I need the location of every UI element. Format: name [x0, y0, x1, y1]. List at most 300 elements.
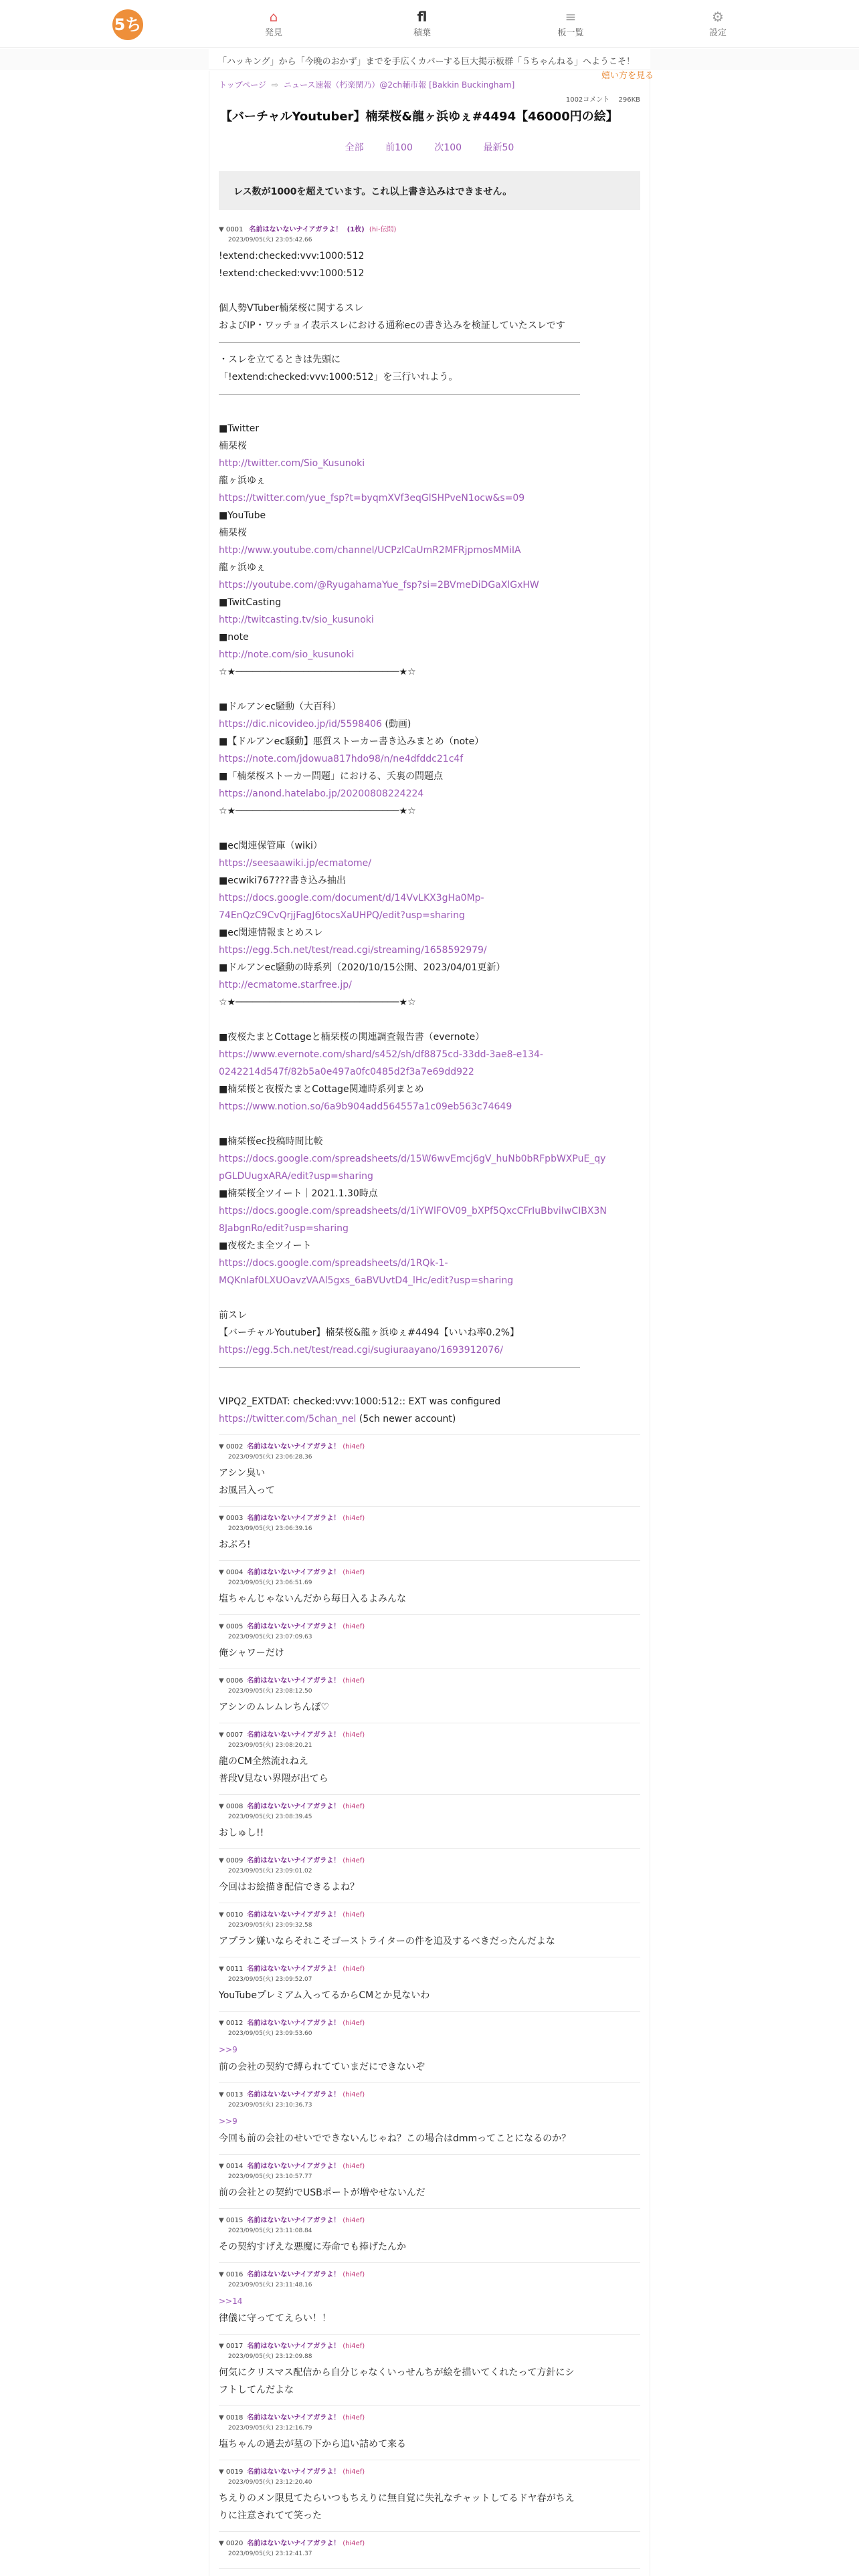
post-line	[219, 820, 640, 837]
post-date: 2023/09/05(火) 23:10:36.73	[228, 2102, 312, 2109]
post-line: 今回も前の会社のせいでできないんじゃね？この場合はdmmってことになるのか？	[219, 2133, 571, 2144]
poster-id[interactable]: (hi4ef)	[343, 1623, 365, 1630]
poster-id[interactable]: (hi4ef)	[343, 1677, 365, 1685]
post-header	[219, 1440, 640, 1451]
post-header	[219, 1566, 640, 1576]
post-header	[219, 2160, 640, 2170]
chevron-down-icon[interactable]: ▼	[219, 1569, 226, 1576]
post-body	[219, 2041, 640, 2076]
post-header	[219, 1512, 640, 1522]
link-row	[219, 542, 640, 559]
poster-name: 名前はないないナイアガラよ！	[247, 1731, 341, 1739]
post-line	[219, 681, 640, 698]
post-header	[219, 2088, 640, 2099]
post-line: 塩ちゃんの過去が墓の下から追い詰めて来る	[219, 2439, 406, 2450]
chevron-down-icon[interactable]: ▼	[219, 2163, 226, 2170]
post-body	[219, 1879, 640, 1896]
link-row	[219, 1098, 640, 1115]
post-date: 2023/09/05(火) 23:11:48.16	[228, 2282, 312, 2288]
nav-popular[interactable]	[382, 8, 462, 38]
post-body	[219, 2490, 640, 2525]
post-line: !extend:checked:vvv:1000:512	[219, 251, 365, 261]
post-body	[219, 1933, 640, 1950]
post	[219, 2532, 640, 2569]
post	[219, 1669, 640, 1723]
post	[219, 2155, 640, 2209]
link-row	[219, 1150, 640, 1168]
post-line: およびIP・ワッチョイ表示スレにおける通称ecの書き込みを検証していたスレです	[219, 320, 565, 331]
post-header	[219, 223, 640, 233]
post-body	[219, 1536, 640, 1553]
link-row	[219, 976, 640, 994]
post-line: ■【ドルアンec騒動】悪質ストーカー書き込みまとめ（note）	[219, 736, 484, 747]
post-line: 今回はお絵描き配信できるよね？	[219, 1882, 359, 1893]
link-row	[219, 1255, 640, 1272]
post-line: 龍ヶ浜ゆぇ	[219, 562, 266, 573]
link-row	[219, 1168, 640, 1185]
breadcrumb-separator-icon: ⇨	[271, 80, 278, 90]
reply-list	[219, 1435, 640, 2569]
post-date: 2023/09/05(火) 23:08:39.45	[228, 1814, 312, 1820]
post-line: 前の会社との契約でUSBポートが増やせないんだ	[219, 2187, 425, 2198]
post-header	[219, 2411, 640, 2422]
post-link[interactable]: https://twitter.com/5chan_nel	[219, 1414, 357, 1424]
post-number[interactable]: 0016	[225, 2271, 244, 2278]
post-link[interactable]: MQKnIaf0LXUOavzVAAl5gxs_6aBVUvtD4_lHc/edit?usp=sharing	[219, 1275, 514, 1286]
list-icon: ≡	[565, 9, 577, 25]
poster-id[interactable]: (hi4ef)	[343, 2468, 365, 2476]
nav-board-list-label: 板一覧	[557, 28, 584, 38]
poster-extra: (1枚)	[347, 226, 365, 233]
ticker-text: 「ハッキング」から「今晩のおかず」までを手広くカバーする巨大掲示板群「５ちゃんねる」へようこそ！	[218, 57, 635, 67]
chevron-down-icon[interactable]: ▼	[219, 1623, 226, 1630]
post-link[interactable]: https://anond.hatelabo.jp/20200808224224	[219, 788, 424, 799]
link-row	[219, 907, 640, 924]
post-link[interactable]: http://ecmatome.starfree.jp/	[219, 980, 352, 990]
link-row	[219, 889, 640, 907]
post-line: 【バーチャルYoutuber】楠栞桜&龍ヶ浜ゆぇ#4494【いいね率0.2%】	[219, 1327, 520, 1338]
star-divider: ☆★─────────────────────────────★☆	[219, 997, 416, 1008]
link-row	[219, 750, 640, 768]
poster-id[interactable]: (hi4ef)	[343, 2020, 365, 2027]
post-link[interactable]: 8JabgnRo/edit?usp=sharing	[219, 1223, 349, 1234]
post-header	[219, 2017, 640, 2027]
link-row	[219, 1063, 640, 1081]
post-line: 俺シャワーだけ	[219, 1648, 284, 1658]
post-body	[219, 2238, 640, 2256]
post-body	[219, 1987, 640, 2004]
post-line: 楠栞桜	[219, 441, 247, 451]
post	[219, 2083, 640, 2155]
post	[219, 1903, 640, 1957]
link-row	[219, 611, 640, 629]
post-number[interactable]: 0009	[225, 1857, 244, 1864]
post-link[interactable]: https://docs.google.com/spreadsheets/d/1iYWlFOV09_bXPf5QxcCFrIuBbviIwCIBX3N	[219, 1206, 607, 1216]
post-line	[219, 403, 640, 420]
post-date: 2023/09/05(火) 23:10:57.77	[228, 2173, 312, 2180]
chevron-down-icon[interactable]: ▼	[219, 2540, 226, 2547]
post-date: 2023/09/05(火) 23:12:41.37	[228, 2551, 312, 2557]
post-date: 2023/09/05(火) 23:12:09.88	[228, 2353, 312, 2360]
post-line: 「!extend:checked:vvv:1000:512」を三行いれよう。	[219, 372, 458, 383]
breadcrumb	[219, 71, 654, 91]
post-date: 2023/09/05(火) 23:12:20.40	[228, 2479, 312, 2486]
post-header	[219, 1854, 640, 1864]
link-suffix: (動画)	[381, 719, 411, 730]
poster-id[interactable]: (hi4ef)	[343, 2540, 365, 2547]
post-header	[219, 1729, 640, 1739]
pager-prev-100[interactable]: 前100	[385, 142, 413, 153]
post-line: 龍ヶ浜ゆぇ	[219, 475, 266, 486]
link-row	[219, 942, 640, 959]
poster-id[interactable]: (hi4ef)	[343, 1443, 365, 1451]
breadcrumb-extra[interactable]: [Bakkin Buckingham]	[429, 80, 515, 90]
post-date: 2023/09/05(火) 23:08:12.50	[228, 1688, 312, 1695]
post-number[interactable]: 0008	[225, 1803, 244, 1810]
pager-next-100[interactable]: 次100	[434, 142, 462, 153]
chevron-down-icon[interactable]: ▼	[219, 1515, 226, 1522]
post-date: 2023/09/05(火) 23:08:20.21	[228, 1742, 312, 1749]
breadcrumb-top-link[interactable]: トップページ	[219, 80, 266, 90]
post-line	[219, 282, 640, 300]
post	[219, 2209, 640, 2263]
poster-id[interactable]: (hi4ef)	[343, 2343, 365, 2350]
post-line: !extend:checked:vvv:1000:512	[219, 268, 365, 279]
poster-id[interactable]: (hi4ef)	[343, 2091, 365, 2099]
post-date: 2023/09/05(火) 23:09:52.07	[228, 1976, 312, 1983]
chevron-down-icon[interactable]: ▼	[219, 1857, 226, 1864]
post-link[interactable]: https://www.notion.so/6a9b904add564557a1c09eb563c74649	[219, 1101, 512, 1112]
post-line: ■YouTube	[219, 510, 266, 521]
pager-all[interactable]: 全部	[345, 142, 364, 153]
post	[219, 1507, 640, 1561]
post-header	[219, 2340, 640, 2350]
gear-icon: ⚙	[712, 9, 724, 25]
poster-name: 名前はないないナイアガラよ！	[247, 1623, 341, 1630]
divider	[219, 1359, 580, 1368]
post-body	[219, 1699, 640, 1716]
post	[219, 1849, 640, 1903]
post-line: ■楠栞桜ec投稿時間比較	[219, 1136, 323, 1147]
poster-name: 名前はないないナイアガラよ！	[247, 2540, 341, 2547]
post-date: 2023/09/05(火) 23:09:53.60	[228, 2030, 312, 2037]
post-date: 2023/09/05(火) 23:07:09.63	[228, 1634, 312, 1640]
link-row	[219, 455, 640, 472]
link-row	[219, 855, 640, 872]
site-logo[interactable]: 5ち	[112, 9, 143, 40]
poster-name: 名前はないないナイアガラよ！	[247, 1443, 341, 1451]
chevron-down-icon[interactable]: ▼	[219, 226, 224, 233]
divider	[219, 386, 580, 395]
nav-settings[interactable]	[678, 8, 758, 38]
poster-name: 名前はないないナイアガラよ！	[247, 2271, 341, 2278]
link-row	[219, 576, 640, 594]
poster-id[interactable]: (hi4ef)	[343, 1731, 365, 1739]
post-header	[219, 1675, 640, 1685]
poster-name: 名前はないないナイアガラよ！	[247, 1911, 341, 1919]
post-link[interactable]: https://docs.google.com/document/d/14VvLKX3gHa0Mp-	[219, 893, 484, 903]
post-body	[219, 2364, 640, 2399]
post-header	[219, 1909, 640, 1919]
post	[219, 1615, 640, 1669]
thread-full-notice: レス数が1000を超えています。これ以上書き込みはできません。	[219, 171, 640, 210]
poster-name: 名前はないないナイアガラよ！	[247, 1965, 341, 1973]
post-date: 2023/09/05(火) 23:06:28.36	[228, 1454, 312, 1461]
post-number[interactable]: 0005	[225, 1623, 244, 1630]
post-link[interactable]: http://twitcasting.tv/sio_kusunoki	[219, 615, 374, 625]
post-line	[219, 1011, 640, 1029]
post-line: おしゅし!!	[219, 1828, 264, 1838]
post-header	[219, 2214, 640, 2224]
post-date: 2023/09/05(火) 23:06:39.16	[228, 1525, 312, 1532]
chevron-down-icon[interactable]: ▼	[219, 1965, 226, 1973]
post-link[interactable]: https://docs.google.com/spreadsheets/d/15W6wvEmcj6gV_huNb0bRFpbWXPuE_qy	[219, 1154, 606, 1164]
post-date: 2023/09/05(火) 23:09:01.02	[228, 1868, 312, 1874]
poster-name: 名前はないないナイアガラよ！	[247, 2163, 341, 2170]
chevron-down-icon[interactable]: ▼	[219, 1731, 226, 1739]
post-link[interactable]: pGLDUugxARA/edit?usp=sharing	[219, 1171, 373, 1182]
post-link[interactable]: https://www.evernote.com/shard/s452/sh/df8875cd-33dd-3ae8-e134-	[219, 1049, 543, 1060]
poster-name: 名前はないないナイアガラよ！	[247, 2091, 341, 2099]
poster-id[interactable]: (hi4ef)	[343, 1911, 365, 1919]
ticker-right-pad	[650, 49, 859, 70]
post-body	[219, 2292, 640, 2327]
post-number[interactable]: 0020	[225, 2540, 244, 2547]
post-line: お風呂入って	[219, 1485, 275, 1496]
reply-anchor-link[interactable]: >>9	[219, 2045, 237, 2054]
post-line: ■楠栞桜全ツイート｜2021.1.30時点	[219, 1188, 378, 1199]
post-number[interactable]: 0011	[225, 1965, 244, 1973]
thread-main	[209, 71, 654, 2576]
poster-name: 名前はないないナイアガラよ！	[247, 2343, 341, 2350]
post-date: 2023/09/05(火) 23:11:08.84	[228, 2228, 312, 2234]
post-date: 2023/09/05(火) 23:09:32.58	[228, 1922, 312, 1929]
ticker-bar	[0, 49, 859, 70]
post	[219, 1795, 640, 1849]
poster-name: 名前はないないナイアガラよ！	[247, 1569, 341, 1576]
post-number[interactable]: 0013	[225, 2091, 244, 2099]
post-line: ■ドルアンec騒動の時系列（2020/10/15公開、2023/04/01更新）	[219, 962, 506, 973]
link-suffix: (5ch newer account)	[356, 1414, 456, 1424]
post-line: ■夜桜たま全ツイート	[219, 1241, 312, 1251]
post-header	[219, 2268, 640, 2278]
post-body	[219, 2184, 640, 2202]
link-row	[219, 1220, 640, 1237]
post-line: ■ec関連情報まとめスレ	[219, 928, 323, 938]
poster-name: 名前はないないナイアガラよ！	[247, 1515, 341, 1522]
poster-id[interactable]: (hi4ef)	[343, 2217, 365, 2224]
post-line: アシン臭い	[219, 1468, 266, 1479]
chevron-down-icon[interactable]: ▼	[219, 1443, 226, 1451]
chevron-down-icon[interactable]: ▼	[219, 2468, 226, 2476]
ticker-left-pad	[0, 49, 209, 70]
post-body	[219, 2113, 640, 2147]
poster-name: 名前はないないナイアガラよ！	[247, 2414, 341, 2422]
post-body	[219, 1590, 640, 1608]
top-nav	[0, 0, 859, 48]
post-line: ■TwitCasting	[219, 597, 282, 608]
post-date: 2023/09/05(火) 23:05:42.66	[228, 237, 312, 243]
post-body	[219, 2436, 640, 2453]
post	[219, 1435, 640, 1507]
post-line: 個人勢VTuber楠栞桜に関するスレ	[219, 303, 364, 314]
post	[219, 1723, 640, 1795]
post-link[interactable]: 74EnQzC9CvQrjjFagJ6tocsXaUHPQ/edit?usp=sharing	[219, 910, 465, 921]
poster-id[interactable]: (hi4ef)	[343, 2414, 365, 2422]
popular-icon: fl	[417, 9, 427, 25]
post-body	[219, 1644, 640, 1662]
post-line: 龍のCM全然流れねえ	[219, 1756, 308, 1767]
post-link[interactable]: http://www.youtube.com/channel/UCPzlCaUmR2MFRjpmosMMiIA	[219, 545, 521, 556]
post-link[interactable]: https://egg.5ch.net/test/read.cgi/sugiuraayano/1693912076/	[219, 1345, 503, 1356]
post-link[interactable]: https://note.com/jdowua817hdo98/n/ne4dfddc21c4f	[219, 754, 464, 764]
post-number[interactable]: 0010	[225, 1911, 244, 1919]
poster-id[interactable]: (hi4ef)	[343, 1803, 365, 1810]
follow-link[interactable]: 嬉い方を見る	[601, 71, 654, 81]
reply-anchor-link[interactable]: >>14	[219, 2296, 243, 2306]
post-link[interactable]: http://note.com/sio_kusunoki	[219, 649, 355, 660]
post-line: VIPQ2_EXTDAT: checked:vvv:1000:512:: EXT was configured	[219, 1396, 501, 1407]
thread-title: 【バーチャルYoutuber】楠栞桜&龍ヶ浜ゆぇ#4494【46000円の絵】	[220, 110, 618, 124]
poster-name: 名前はないないナイアガラよ！	[247, 2468, 341, 2476]
post-op	[219, 218, 640, 1435]
post-link[interactable]: 0242214d547f/82b5a0e497a0fc0485d2f3a7e69dd922	[219, 1067, 474, 1077]
poster-id[interactable]: (hi4ef)	[343, 1857, 365, 1864]
home-icon: ⌂	[269, 9, 278, 25]
post-link[interactable]: https://twitter.com/yue_fsp?t=byqmXVf3eqGlSHPveN1ocw&s=09	[219, 493, 525, 504]
chevron-down-icon[interactable]: ▼	[219, 1677, 226, 1685]
link-row	[219, 1272, 640, 1289]
post-number[interactable]: 0019	[225, 2468, 244, 2476]
chevron-down-icon[interactable]: ▼	[219, 2414, 226, 2422]
post-header	[219, 1800, 640, 1810]
post-line: りに注意されてて笑った	[219, 2510, 322, 2521]
post-line: YouTubeプレミアム入ってるからCMとか見ないわ	[219, 1990, 430, 2001]
divider	[219, 334, 580, 343]
post-number[interactable]: 0018	[225, 2414, 244, 2422]
pager	[219, 130, 640, 162]
post-line	[219, 1376, 640, 1393]
breadcrumb-board-link[interactable]: ニュース速報（朽楽閑乃）@2ch輔市報	[283, 80, 427, 90]
post-number[interactable]: 0012	[225, 2020, 244, 2027]
post-line	[219, 1289, 640, 1307]
post-line: ■Twitter	[219, 423, 260, 434]
post-number[interactable]: 0017	[225, 2343, 244, 2350]
star-divider: ☆★─────────────────────────────★☆	[219, 667, 416, 677]
post-line: ■「楠栞桜ストーカー問題」における、夭裏の問題点	[219, 771, 443, 782]
post	[219, 2460, 640, 2532]
post-number[interactable]: 0002	[225, 1443, 244, 1451]
post	[219, 2263, 640, 2335]
post-line: 普段V見ない界隈が出てら	[219, 1774, 328, 1784]
post-number[interactable]: 0014	[225, 2163, 244, 2170]
nav-discover-label: 発見	[264, 28, 282, 38]
poster-id[interactable]: (hi4ef)	[343, 2271, 365, 2278]
post-date: 2023/09/05(火) 23:06:51.69	[228, 1580, 312, 1586]
poster-id[interactable]: (hi-伝悶)	[369, 226, 397, 233]
post-line: おぶろ!	[219, 1539, 251, 1550]
poster-name: 名前はないないナイアガラよ！	[247, 2020, 341, 2027]
post	[219, 1561, 640, 1615]
poster-name: 名前はないないナイアガラよ！	[247, 1857, 341, 1864]
post-link[interactable]: https://youtube.com/@RyugahamaYue_fsp?si=2BVmeDiDGaXlGxHW	[219, 580, 539, 591]
thread-size: 296KB	[618, 96, 640, 104]
post-link[interactable]: https://seesaawiki.jp/ecmatome/	[219, 858, 371, 869]
post-line: ちえりのメン限見てたらいつもちえりに無自覚に失礼なチャットしてるドヤ春がちえ	[219, 2493, 575, 2504]
chevron-down-icon[interactable]: ▼	[219, 2091, 226, 2099]
post-line: ■note	[219, 632, 249, 643]
post	[219, 2335, 640, 2406]
link-row	[219, 1046, 640, 1063]
post-body	[219, 1753, 640, 1788]
post-number[interactable]: 0006	[225, 1677, 244, 1685]
nav-discover[interactable]	[233, 8, 314, 38]
poster-id[interactable]: (hi4ef)	[343, 2163, 365, 2170]
comment-count: 1002コメント	[565, 96, 610, 104]
post-line: 塩ちゃんじゃないんだから毎日入るよみんな	[219, 1594, 406, 1604]
post-header	[219, 1963, 640, 1973]
post-header	[219, 1620, 640, 1630]
chevron-down-icon[interactable]: ▼	[219, 2271, 226, 2278]
chevron-down-icon[interactable]: ▼	[219, 1911, 226, 1919]
pager-latest-50[interactable]: 最新50	[483, 142, 514, 153]
post-line: ■楠栞桜と夜桜たまとCottage関連時系列まとめ	[219, 1084, 424, 1095]
link-row	[219, 785, 640, 802]
poster-name: 名前はないないナイアガラよ！	[247, 2217, 341, 2224]
post	[219, 1957, 640, 2012]
post-number[interactable]: 0001	[225, 226, 244, 233]
post-number[interactable]: 0003	[225, 1515, 244, 1522]
post-date: 2023/09/05(火) 23:12:16.79	[228, 2425, 312, 2432]
link-row	[219, 1410, 640, 1428]
post-number[interactable]: 0004	[225, 1569, 244, 1576]
post-line: その契約すげえな悪魔に寿命でも捧げたんか	[219, 2242, 406, 2252]
post-line: ■ec関連保管庫（wiki）	[219, 841, 322, 851]
post-line: アプラン嫌いならそれこそゴーストライターの件を追及するべきだったんだよな	[219, 1936, 555, 1947]
poster-name: 名前はないないナイアガラよ！	[249, 226, 343, 233]
post-line: アシンのムレムレちんぽ♡	[219, 1702, 330, 1713]
post-line: 前スレ	[219, 1310, 247, 1321]
nav-settings-label: 設定	[708, 28, 727, 38]
post-link[interactable]: https://docs.google.com/spreadsheets/d/1RQk-1-	[219, 1258, 448, 1269]
poster-id[interactable]: (hi4ef)	[343, 1515, 365, 1522]
post-number[interactable]: 0007	[225, 1731, 244, 1739]
post-list	[219, 218, 640, 2569]
post-line: 律儀に守っててえらい！！	[219, 2313, 331, 2324]
post-line: 前の会社の契約で縛られてていまだにできないぞ	[219, 2062, 425, 2072]
chevron-down-icon[interactable]: ▼	[219, 2343, 226, 2350]
chevron-down-icon[interactable]: ▼	[219, 2217, 226, 2224]
post-body	[219, 1465, 640, 1499]
post-link[interactable]: https://dic.nicovideo.jp/id/5598406	[219, 719, 382, 730]
poster-name: 名前はないないナイアガラよ！	[247, 1677, 341, 1685]
nav-board-list[interactable]	[531, 8, 611, 38]
star-divider: ☆★─────────────────────────────★☆	[219, 806, 416, 817]
poster-id[interactable]: (hi4ef)	[343, 1965, 365, 1973]
poster-id[interactable]: (hi4ef)	[343, 1569, 365, 1576]
post-link[interactable]: https://egg.5ch.net/test/read.cgi/streaming/1658592979/	[219, 945, 487, 956]
post-link[interactable]: http://twitter.com/Sio_Kusunoki	[219, 458, 365, 469]
post-header	[219, 2537, 640, 2547]
post-line: ■ドルアンec騒動（大百科）	[219, 702, 341, 712]
post-number[interactable]: 0015	[225, 2217, 244, 2224]
post-line: ■夜桜たまとCottageと楠栞桜の関連調査報告書（evernote）	[219, 1032, 485, 1043]
chevron-down-icon[interactable]: ▼	[219, 1803, 226, 1810]
post-line: 何気にクリスマス配信から自分じゃなくいっせんちが絵を描いてくれたって方針にシ	[219, 2367, 575, 2378]
reply-anchor-link[interactable]: >>9	[219, 2117, 237, 2126]
post-line	[219, 1115, 640, 1133]
chevron-down-icon[interactable]: ▼	[219, 2020, 226, 2027]
